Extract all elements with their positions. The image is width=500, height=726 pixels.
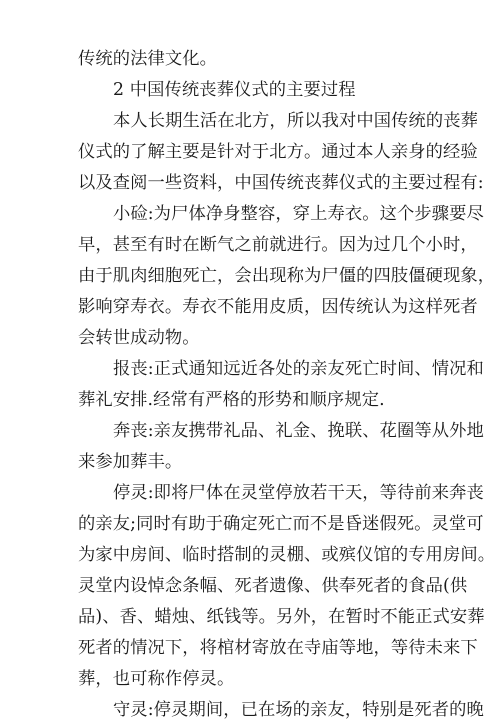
text-line: 葬礼安排.经常有严格的形势和顺序规定.: [78, 390, 385, 410]
text-line: 的亲友;同时有助于确定死亡而不是昏迷假死。灵堂可: [78, 514, 484, 534]
text-line: 小硷:为尸体净身整容，穿上寿衣。这个步骤要尽: [113, 204, 484, 224]
text-line: 品)、香、蜡烛、纸钱等。另外，在暂时不能正式安葬: [78, 607, 485, 627]
text-line: 报丧:正式通知远近各处的亲友死亡时间、情况和: [113, 359, 484, 379]
text-line: 影响穿寿衣。寿衣不能用皮质，因传统认为这样死者: [78, 297, 478, 317]
text-line: 以及查阅一些资料，中国传统丧葬仪式的主要过程有:: [78, 173, 484, 193]
text-line: 为家中房间、临时搭制的灵棚、或殡仪馆的专用房间。: [78, 545, 496, 565]
text-line: 守灵:停灵期间，已在场的亲友，特别是死者的晚: [113, 700, 484, 720]
text-line: 仪式的了解主要是针对于北方。通过本人亲身的经验: [78, 142, 478, 162]
text-line: 死者的情况下，将棺材寄放在寺庙等地，等待未来下: [78, 638, 478, 658]
text-line: 本人长期生活在北方，所以我对中国传统的丧葬: [113, 111, 479, 131]
text-line: 停灵:即将尸体在灵堂停放若干天，等待前来奔丧: [113, 483, 484, 503]
section-heading: 2 中国传统丧葬仪式的主要过程: [113, 80, 356, 100]
text-line: 葬，也可称作停灵。: [78, 669, 235, 689]
text-line: 来参加葬丰。: [78, 452, 183, 472]
text-line: 传统的法律文化。: [78, 49, 218, 69]
text-line: 由于肌肉细胞死亡，会出现称为尸僵的四肢僵硬现象，: [78, 266, 496, 286]
text-line: 奔丧:亲友携带礼品、礼金、挽联、花圈等从外地: [113, 421, 484, 441]
text-line: 会转世成动物。: [78, 328, 200, 348]
text-line: 灵堂内设悼念条幅、死者遗像、供奉死者的食品(供: [78, 576, 468, 596]
text-line: 早，甚至有时在断气之前就进行。因为过几个小时，: [78, 235, 478, 255]
